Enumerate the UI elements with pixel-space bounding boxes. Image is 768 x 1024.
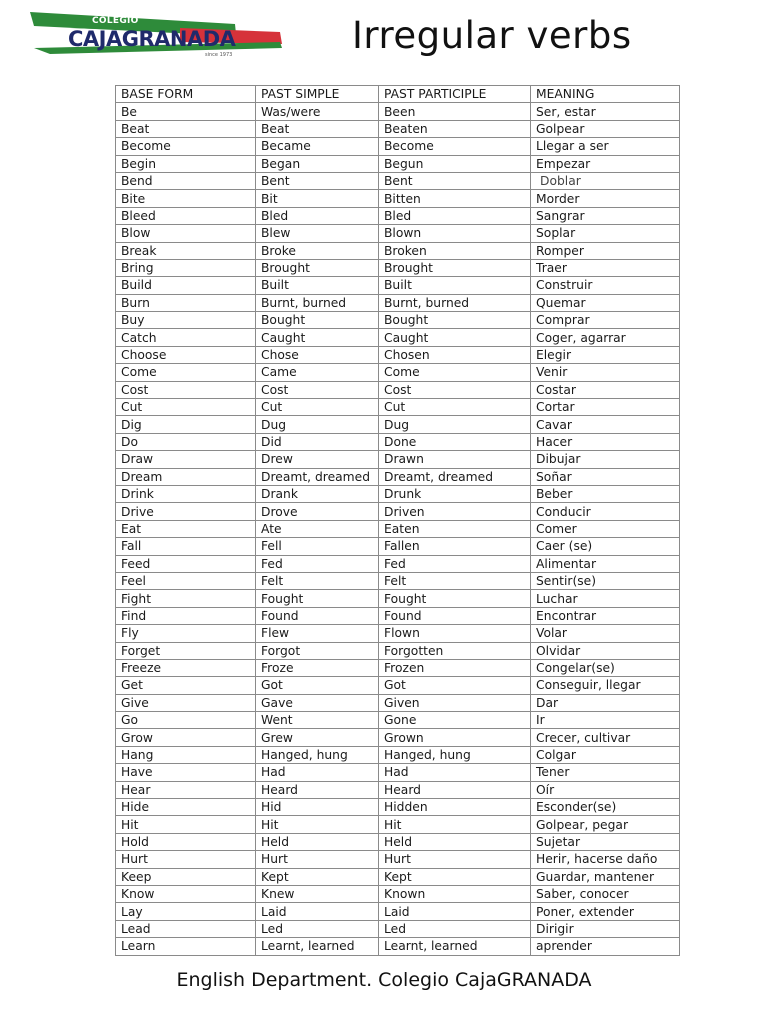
table-row <box>116 538 680 555</box>
past-participle-cell: Bought <box>379 312 531 329</box>
base-form-cell: Hide <box>116 799 256 816</box>
past-simple-cell: Dreamt, dreamed <box>256 468 379 485</box>
table-row <box>116 503 680 520</box>
past-participle-cell: Driven <box>379 503 531 520</box>
table-row <box>116 451 680 468</box>
meaning-cell: Oír <box>531 781 680 798</box>
meaning-cell: Dibujar <box>531 451 680 468</box>
meaning-cell: Olvidar <box>531 642 680 659</box>
table-row <box>116 520 680 537</box>
table-row <box>116 799 680 816</box>
table-row <box>116 764 680 781</box>
header-base-form: BASE FORM <box>116 86 256 103</box>
past-participle-cell: Come <box>379 364 531 381</box>
table-row <box>116 259 680 276</box>
past-participle-cell: Burnt, burned <box>379 294 531 311</box>
meaning-cell: Soñar <box>531 468 680 485</box>
base-form-cell: Grow <box>116 729 256 746</box>
base-form-cell: Fly <box>116 625 256 642</box>
past-simple-cell: Began <box>256 155 379 172</box>
past-participle-cell: Bent <box>379 172 531 189</box>
past-simple-cell: Hit <box>256 816 379 833</box>
past-simple-cell: Cost <box>256 381 379 398</box>
table-row <box>116 903 680 920</box>
meaning-cell: Alimentar <box>531 555 680 572</box>
base-form-cell: Bend <box>116 172 256 189</box>
past-participle-cell: Laid <box>379 903 531 920</box>
meaning-cell: aprender <box>531 938 680 955</box>
meaning-cell: Quemar <box>531 294 680 311</box>
past-participle-cell: Led <box>379 920 531 937</box>
meaning-cell: Comprar <box>531 312 680 329</box>
meaning-cell: Volar <box>531 625 680 642</box>
table-row <box>116 399 680 416</box>
past-simple-cell: Had <box>256 764 379 781</box>
meaning-cell: Doblar <box>531 172 680 189</box>
past-simple-cell: Drove <box>256 503 379 520</box>
meaning-cell: Romper <box>531 242 680 259</box>
past-simple-cell: Caught <box>256 329 379 346</box>
irregular-verbs-table <box>115 85 680 956</box>
base-form-cell: Eat <box>116 520 256 537</box>
base-form-cell: Drink <box>116 485 256 502</box>
base-form-cell: Keep <box>116 868 256 885</box>
past-participle-cell: Frozen <box>379 659 531 676</box>
past-participle-cell: Drunk <box>379 485 531 502</box>
table-row <box>116 468 680 485</box>
past-participle-cell: Had <box>379 764 531 781</box>
header-past-simple: PAST SIMPLE <box>256 86 379 103</box>
meaning-cell: Ser, estar <box>531 103 680 120</box>
base-form-cell: Dig <box>116 416 256 433</box>
table-row <box>116 381 680 398</box>
past-simple-cell: Bled <box>256 207 379 224</box>
meaning-cell: Saber, conocer <box>531 885 680 902</box>
past-simple-cell: Got <box>256 677 379 694</box>
past-participle-cell: Begun <box>379 155 531 172</box>
base-form-cell: Freeze <box>116 659 256 676</box>
past-participle-cell: Bled <box>379 207 531 224</box>
table-row <box>116 781 680 798</box>
past-simple-cell: Became <box>256 138 379 155</box>
base-form-cell: Bite <box>116 190 256 207</box>
past-participle-cell: Felt <box>379 572 531 589</box>
table-row <box>116 572 680 589</box>
past-simple-cell: Drew <box>256 451 379 468</box>
table-row <box>116 433 680 450</box>
table-row <box>116 346 680 363</box>
base-form-cell: Become <box>116 138 256 155</box>
past-simple-cell: Flew <box>256 625 379 642</box>
table-row <box>116 590 680 607</box>
meaning-cell: Colgar <box>531 746 680 763</box>
past-participle-cell: Dug <box>379 416 531 433</box>
past-simple-cell: Chose <box>256 346 379 363</box>
past-participle-cell: Cost <box>379 381 531 398</box>
meaning-cell: Sentir(se) <box>531 572 680 589</box>
meaning-cell: Dirigir <box>531 920 680 937</box>
past-participle-cell: Built <box>379 277 531 294</box>
past-simple-cell: Beat <box>256 120 379 137</box>
past-simple-cell: Held <box>256 833 379 850</box>
meaning-cell: Morder <box>531 190 680 207</box>
header-meaning: MEANING <box>531 86 680 103</box>
past-participle-cell: Hit <box>379 816 531 833</box>
past-participle-cell: Done <box>379 433 531 450</box>
meaning-cell: Esconder(se) <box>531 799 680 816</box>
past-participle-cell: Fallen <box>379 538 531 555</box>
past-simple-cell: Learnt, learned <box>256 938 379 955</box>
base-form-cell: Begin <box>116 155 256 172</box>
base-form-cell: Lay <box>116 903 256 920</box>
past-participle-cell: Flown <box>379 625 531 642</box>
past-participle-cell: Blown <box>379 225 531 242</box>
past-simple-cell: Brought <box>256 259 379 276</box>
meaning-cell: Coger, agarrar <box>531 329 680 346</box>
meaning-cell: Herir, hacerse daño <box>531 851 680 868</box>
table-row <box>116 833 680 850</box>
table-row <box>116 277 680 294</box>
base-form-cell: Break <box>116 242 256 259</box>
meaning-cell: Dar <box>531 694 680 711</box>
past-simple-cell: Fed <box>256 555 379 572</box>
past-simple-cell: Fell <box>256 538 379 555</box>
table-row <box>116 312 680 329</box>
table-row <box>116 329 680 346</box>
meaning-cell: Golpear, pegar <box>531 816 680 833</box>
past-participle-cell: Got <box>379 677 531 694</box>
table-row <box>116 885 680 902</box>
table-row <box>116 816 680 833</box>
past-participle-cell: Dreamt, dreamed <box>379 468 531 485</box>
past-participle-cell: Forgotten <box>379 642 531 659</box>
meaning-cell: Cavar <box>531 416 680 433</box>
past-simple-cell: Forgot <box>256 642 379 659</box>
past-participle-cell: Fed <box>379 555 531 572</box>
meaning-cell: Encontrar <box>531 607 680 624</box>
past-participle-cell: Bitten <box>379 190 531 207</box>
base-form-cell: Find <box>116 607 256 624</box>
past-simple-cell: Cut <box>256 399 379 416</box>
past-participle-cell: Kept <box>379 868 531 885</box>
past-participle-cell: Brought <box>379 259 531 276</box>
base-form-cell: Blow <box>116 225 256 242</box>
base-form-cell: Fight <box>116 590 256 607</box>
base-form-cell: Forget <box>116 642 256 659</box>
table-row <box>116 242 680 259</box>
past-simple-cell: Heard <box>256 781 379 798</box>
past-simple-cell: Led <box>256 920 379 937</box>
table-row <box>116 555 680 572</box>
table-row <box>116 712 680 729</box>
meaning-cell: Conseguir, llegar <box>531 677 680 694</box>
table-row <box>116 851 680 868</box>
table-row <box>116 642 680 659</box>
base-form-cell: Feel <box>116 572 256 589</box>
meaning-cell: Hacer <box>531 433 680 450</box>
past-simple-cell: Grew <box>256 729 379 746</box>
table-row <box>116 103 680 120</box>
meaning-cell: Costar <box>531 381 680 398</box>
table-row <box>116 485 680 502</box>
base-form-cell: Have <box>116 764 256 781</box>
past-simple-cell: Hanged, hung <box>256 746 379 763</box>
page-title: Irregular verbs <box>352 14 632 57</box>
past-participle-cell: Found <box>379 607 531 624</box>
meaning-cell: Construir <box>531 277 680 294</box>
base-form-cell: Build <box>116 277 256 294</box>
school-logo <box>30 8 282 66</box>
meaning-cell: Poner, extender <box>531 903 680 920</box>
meaning-cell: Elegir <box>531 346 680 363</box>
past-participle-cell: Drawn <box>379 451 531 468</box>
past-participle-cell: Cut <box>379 399 531 416</box>
table-row <box>116 607 680 624</box>
base-form-cell: Hurt <box>116 851 256 868</box>
table-row <box>116 172 680 189</box>
past-simple-cell: Fought <box>256 590 379 607</box>
past-participle-cell: Hanged, hung <box>379 746 531 763</box>
past-participle-cell: Hurt <box>379 851 531 868</box>
base-form-cell: Lead <box>116 920 256 937</box>
base-form-cell: Fall <box>116 538 256 555</box>
table-row <box>116 416 680 433</box>
base-form-cell: Learn <box>116 938 256 955</box>
past-participle-cell: Eaten <box>379 520 531 537</box>
logo-since-text: since 1973 <box>205 52 233 58</box>
base-form-cell: Do <box>116 433 256 450</box>
base-form-cell: Bleed <box>116 207 256 224</box>
table-header-row <box>116 86 680 103</box>
past-simple-cell: Was/were <box>256 103 379 120</box>
table-row <box>116 120 680 137</box>
base-form-cell: Go <box>116 712 256 729</box>
base-form-cell: Bring <box>116 259 256 276</box>
table-row <box>116 207 680 224</box>
table-row <box>116 920 680 937</box>
past-simple-cell: Bought <box>256 312 379 329</box>
base-form-cell: Feed <box>116 555 256 572</box>
past-simple-cell: Came <box>256 364 379 381</box>
meaning-cell: Congelar(se) <box>531 659 680 676</box>
base-form-cell: Cost <box>116 381 256 398</box>
meaning-cell: Crecer, cultivar <box>531 729 680 746</box>
past-simple-cell: Found <box>256 607 379 624</box>
table-row <box>116 659 680 676</box>
table-row <box>116 364 680 381</box>
past-simple-cell: Drank <box>256 485 379 502</box>
meaning-cell: Luchar <box>531 590 680 607</box>
past-participle-cell: Beaten <box>379 120 531 137</box>
table-row <box>116 677 680 694</box>
base-form-cell: Choose <box>116 346 256 363</box>
past-simple-cell: Did <box>256 433 379 450</box>
base-form-cell: Cut <box>116 399 256 416</box>
base-form-cell: Drive <box>116 503 256 520</box>
base-form-cell: Burn <box>116 294 256 311</box>
meaning-cell: Golpear <box>531 120 680 137</box>
past-simple-cell: Hid <box>256 799 379 816</box>
past-simple-cell: Went <box>256 712 379 729</box>
base-form-cell: Hear <box>116 781 256 798</box>
meaning-cell: Cortar <box>531 399 680 416</box>
past-participle-cell: Caught <box>379 329 531 346</box>
past-participle-cell: Learnt, learned <box>379 938 531 955</box>
table-row <box>116 938 680 955</box>
logo-school-name: CAJAGRANADA <box>68 27 236 51</box>
meaning-cell: Venir <box>531 364 680 381</box>
base-form-cell: Hold <box>116 833 256 850</box>
table-row <box>116 868 680 885</box>
meaning-cell: Comer <box>531 520 680 537</box>
base-form-cell: Get <box>116 677 256 694</box>
past-simple-cell: Broke <box>256 242 379 259</box>
meaning-cell: Empezar <box>531 155 680 172</box>
meaning-cell: Llegar a ser <box>531 138 680 155</box>
past-simple-cell: Bit <box>256 190 379 207</box>
past-participle-cell: Become <box>379 138 531 155</box>
base-form-cell: Hang <box>116 746 256 763</box>
past-simple-cell: Froze <box>256 659 379 676</box>
past-simple-cell: Knew <box>256 885 379 902</box>
meaning-cell: Conducir <box>531 503 680 520</box>
past-simple-cell: Dug <box>256 416 379 433</box>
past-simple-cell: Kept <box>256 868 379 885</box>
base-form-cell: Come <box>116 364 256 381</box>
footer-text: English Department. Colegio CajaGRANADA <box>176 969 592 991</box>
base-form-cell: Buy <box>116 312 256 329</box>
meaning-cell: Tener <box>531 764 680 781</box>
table-body <box>116 103 680 955</box>
base-form-cell: Give <box>116 694 256 711</box>
meaning-cell: Caer (se) <box>531 538 680 555</box>
base-form-cell: Dream <box>116 468 256 485</box>
table-row <box>116 138 680 155</box>
past-participle-cell: Known <box>379 885 531 902</box>
base-form-cell: Know <box>116 885 256 902</box>
logo-colegio-text: COLEGIO <box>92 16 139 26</box>
meaning-cell: Ir <box>531 712 680 729</box>
table-row <box>116 225 680 242</box>
past-simple-cell: Felt <box>256 572 379 589</box>
meaning-cell: Guardar, mantener <box>531 868 680 885</box>
base-form-cell: Catch <box>116 329 256 346</box>
past-simple-cell: Blew <box>256 225 379 242</box>
past-participle-cell: Grown <box>379 729 531 746</box>
table-row <box>116 729 680 746</box>
past-simple-cell: Gave <box>256 694 379 711</box>
base-form-cell: Hit <box>116 816 256 833</box>
past-simple-cell: Built <box>256 277 379 294</box>
past-participle-cell: Gone <box>379 712 531 729</box>
table-row <box>116 746 680 763</box>
meaning-cell: Traer <box>531 259 680 276</box>
past-participle-cell: Held <box>379 833 531 850</box>
past-participle-cell: Fought <box>379 590 531 607</box>
base-form-cell: Beat <box>116 120 256 137</box>
past-simple-cell: Ate <box>256 520 379 537</box>
past-simple-cell: Hurt <box>256 851 379 868</box>
table-row <box>116 190 680 207</box>
past-simple-cell: Bent <box>256 172 379 189</box>
meaning-cell: Soplar <box>531 225 680 242</box>
table-row <box>116 694 680 711</box>
past-participle-cell: Been <box>379 103 531 120</box>
table-row <box>116 294 680 311</box>
base-form-cell: Be <box>116 103 256 120</box>
past-participle-cell: Heard <box>379 781 531 798</box>
past-simple-cell: Burnt, burned <box>256 294 379 311</box>
base-form-cell: Draw <box>116 451 256 468</box>
meaning-cell: Beber <box>531 485 680 502</box>
past-participle-cell: Hidden <box>379 799 531 816</box>
table-row <box>116 625 680 642</box>
past-simple-cell: Laid <box>256 903 379 920</box>
meaning-cell: Sujetar <box>531 833 680 850</box>
header-past-participle: PAST PARTICIPLE <box>379 86 531 103</box>
table-row <box>116 155 680 172</box>
past-participle-cell: Chosen <box>379 346 531 363</box>
meaning-cell: Sangrar <box>531 207 680 224</box>
past-participle-cell: Given <box>379 694 531 711</box>
past-participle-cell: Broken <box>379 242 531 259</box>
